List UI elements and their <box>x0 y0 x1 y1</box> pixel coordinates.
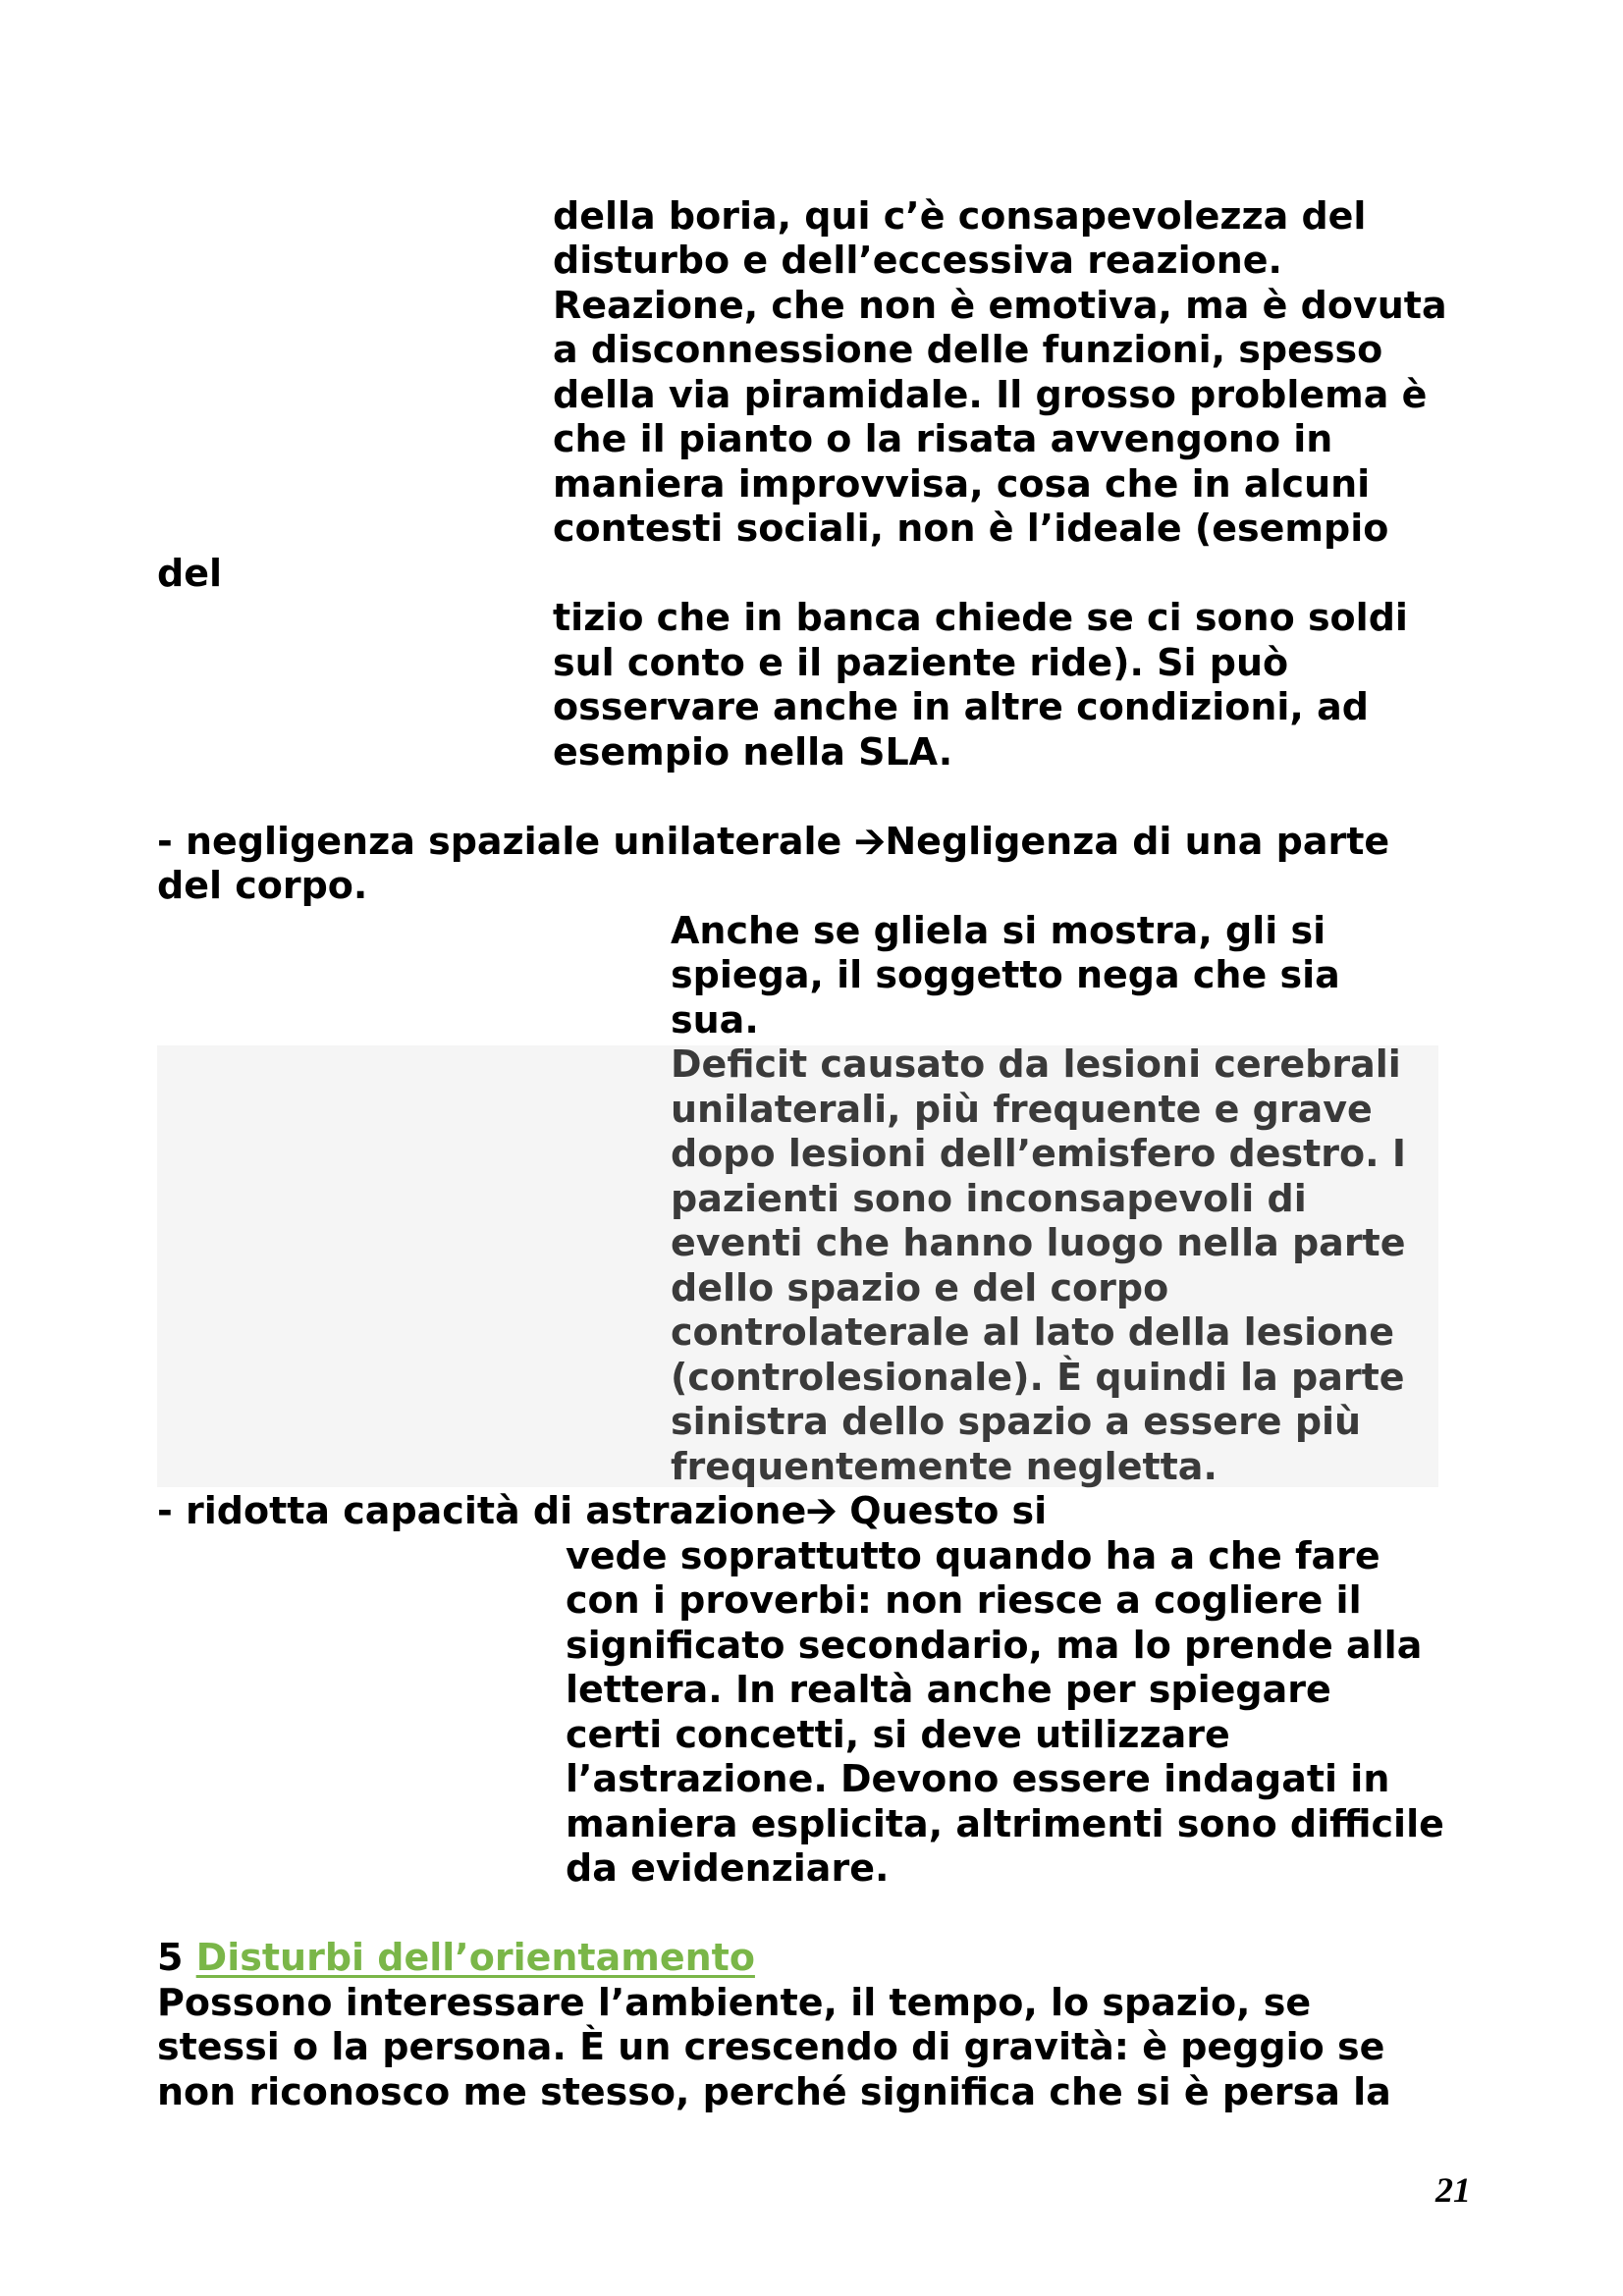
paragraph-line: l’astrazione. Devono essere indagati in <box>566 1757 1390 1800</box>
paragraph-line: con i proverbi: non riesce a cogliere il <box>566 1578 1362 1622</box>
page-number: 21 <box>1435 2170 1471 2210</box>
paragraph-line: a disconnessione delle funzioni, spesso <box>553 328 1383 371</box>
paragraph-line: spiega, il soggetto nega che sia <box>671 953 1340 996</box>
arrow-right-icon: 🡪 <box>806 1489 838 1532</box>
arrow-right-icon: 🡪 <box>854 820 886 863</box>
quoted-line: frequentemente negletta. <box>671 1445 1217 1488</box>
paragraph-line: Anche se gliela si mostra, gli si <box>671 909 1326 952</box>
quoted-line: dopo lesioni dell’emisfero destro. I <box>671 1132 1406 1175</box>
quoted-line: (controlesionale). È quindi la parte <box>671 1356 1405 1399</box>
paragraph-line: della boria, qui c’è consapevolezza del <box>553 194 1367 238</box>
section-heading <box>157 1936 755 1980</box>
paragraph-line: vede soprattutto quando ha a che fare <box>566 1534 1380 1577</box>
paragraph-line: da evidenziare. <box>566 1846 890 1890</box>
list-item-label: - ridotta capacità di astrazione <box>157 1489 807 1532</box>
paragraph-line: certi concetti, si deve utilizzare <box>566 1713 1230 1756</box>
paragraph-line: esempio nella SLA. <box>553 730 953 774</box>
quoted-line: unilaterali, più frequente e grave <box>671 1088 1373 1131</box>
paragraph-line: contesti sociali, non è l’ideale (esempio <box>553 507 1389 550</box>
list-item-title: Negligenza di una parte <box>885 820 1390 863</box>
paragraph-line: significato secondario, ma lo prende alla <box>566 1624 1423 1667</box>
paragraph-line: Possono interessare l’ambiente, il tempo, lo spazio, se <box>157 1981 1312 2024</box>
quoted-line: eventi che hanno luogo nella parte <box>671 1221 1406 1264</box>
paragraph-line: lettera. In realtà anche per spiegare <box>566 1668 1331 1711</box>
section-title-link[interactable]: Disturbi dell’orientamento <box>195 1936 755 1979</box>
quoted-line: pazienti sono inconsapevoli di <box>671 1177 1307 1220</box>
paragraph-line: sul conto e il paziente ride). Si può <box>553 641 1289 684</box>
paragraph-line: osservare anche in altre condizioni, ad <box>553 685 1369 728</box>
list-item-label: - negligenza spaziale unilaterale <box>157 820 855 863</box>
paragraph-line: tizio che in banca chiede se ci sono soldi <box>553 596 1408 639</box>
list-item-neglect <box>157 820 1389 864</box>
section-number: 5 <box>157 1936 196 1979</box>
paragraph-line-break: del <box>157 552 222 595</box>
quoted-line: controlaterale al lato della lesione <box>671 1310 1395 1354</box>
paragraph-line: maniera esplicita, altrimenti sono difficile <box>566 1802 1444 1845</box>
list-item-title: Questo si <box>837 1489 1048 1532</box>
paragraph-line: sua. <box>671 998 759 1041</box>
paragraph-line: disturbo e dell’eccessiva reazione. <box>553 239 1282 282</box>
paragraph-line: della via piramidale. Il grosso problema è <box>553 373 1428 416</box>
list-item-abstraction <box>157 1489 1047 1533</box>
quoted-line: sinistra dello spazio a essere più <box>671 1400 1362 1443</box>
paragraph-line: stessi o la persona. È un crescendo di gravità: è peggio se <box>157 2025 1385 2068</box>
list-item-continuation: del corpo. <box>157 864 368 907</box>
paragraph-line: maniera improvvisa, cosa che in alcuni <box>553 462 1371 506</box>
quoted-line: dello spazio e del corpo <box>671 1266 1169 1309</box>
paragraph-line: che il pianto o la risata avvengono in <box>553 417 1333 460</box>
quoted-line: Deficit causato da lesioni cerebrali <box>671 1042 1401 1086</box>
paragraph-line: Reazione, che non è emotiva, ma è dovuta <box>553 284 1447 327</box>
paragraph-line: non riconosco me stesso, perché significa che si è persa la <box>157 2070 1391 2113</box>
